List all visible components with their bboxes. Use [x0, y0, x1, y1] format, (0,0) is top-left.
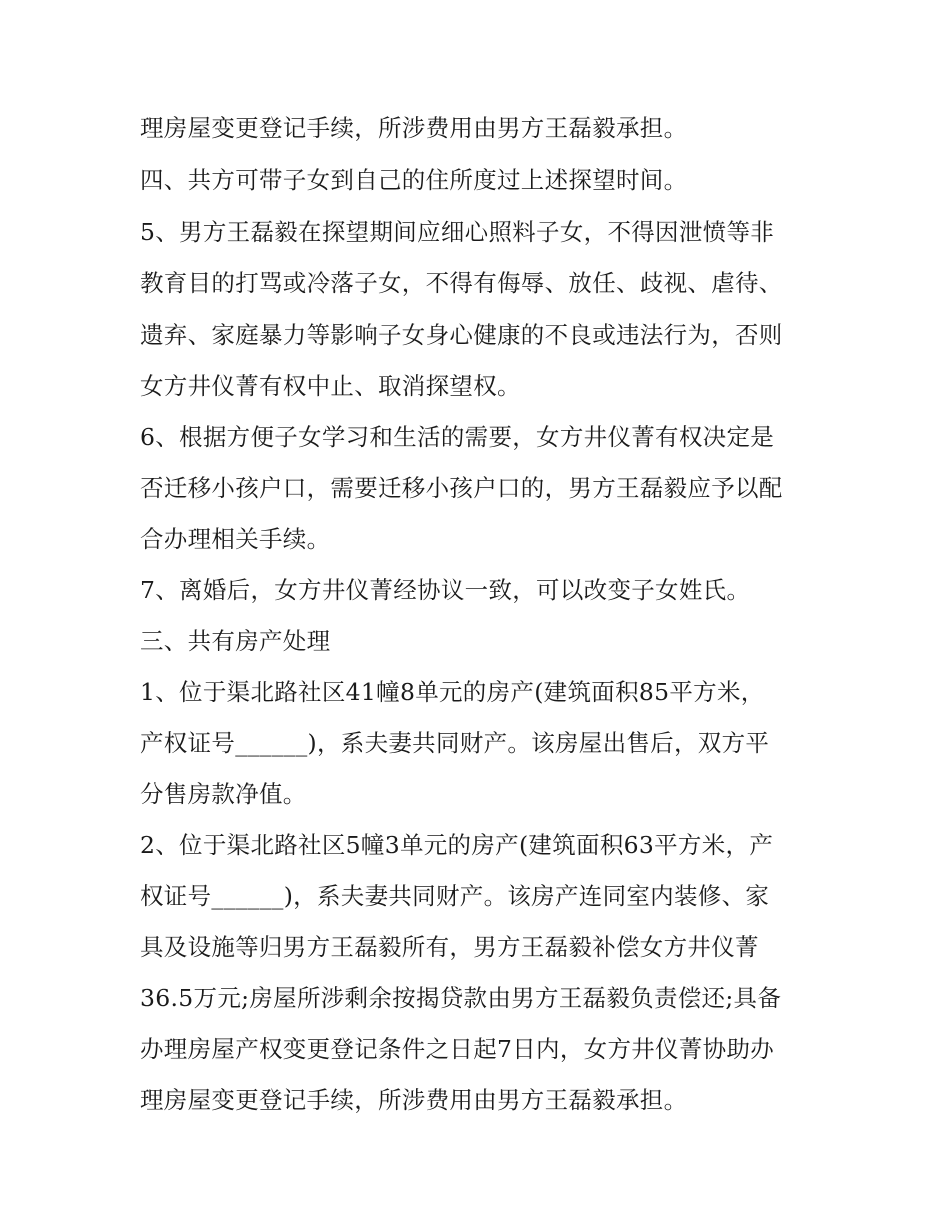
text-line: 产权证号______)，系夫妻共同财产。该房屋出售后，双方平 [140, 729, 770, 757]
text-line: 36.5万元;房屋所涉剩余按揭贷款由男方王磊毅负责偿还;具备 [140, 984, 782, 1012]
text-line: 7、离婚后，女方井仪菁经协议一致，可以改变子女姓氏。 [140, 576, 751, 604]
text-line: 6、根据方便子女学习和生活的需要，女方井仪菁有权决定是 [140, 423, 775, 451]
text-line: 女方井仪菁有权中止、取消探望权。 [140, 372, 521, 400]
text-line: 否迁移小孩户口，需要迁移小孩户口的，男方王磊毅应予以配 [140, 474, 783, 502]
text-line: 2、位于渠北路社区5幢3单元的房产(建筑面积63平方米，产 [140, 831, 774, 859]
text-line: 5、男方王磊毅在探望期间应细心照料子女，不得因泄愤等非 [140, 218, 775, 246]
text-line: 理房屋变更登记手续，所涉费用由男方王磊毅承担。 [140, 1086, 688, 1114]
text-line: 办理房屋产权变更登记条件之日起7日内，女方井仪菁协助办 [140, 1035, 775, 1063]
text-line: 四、共方可带子女到自己的住所度过上述探望时间。 [140, 166, 688, 194]
text-line: 遗弃、家庭暴力等影响子女身心健康的不良或违法行为，否则 [140, 321, 783, 349]
section-heading: 三、共有房产处理 [140, 627, 331, 655]
text-line: 分售房款净值。 [140, 780, 307, 808]
text-line: 教育目的打骂或冷落子女，不得有侮辱、放任、歧视、虐待、 [140, 269, 783, 297]
text-line: 理房屋变更登记手续，所涉费用由男方王磊毅承担。 [140, 114, 688, 142]
text-line: 合办理相关手续。 [140, 525, 331, 553]
text-line: 权证号______)，系夫妻共同财产。该房产连同室内装修、家 [140, 882, 770, 910]
text-line: 具及设施等归男方王磊毅所有，男方王磊毅补偿女方井仪菁 [140, 933, 759, 961]
text-line: 1、位于渠北路社区41幢8单元的房产(建筑面积85平方米， [140, 678, 765, 706]
